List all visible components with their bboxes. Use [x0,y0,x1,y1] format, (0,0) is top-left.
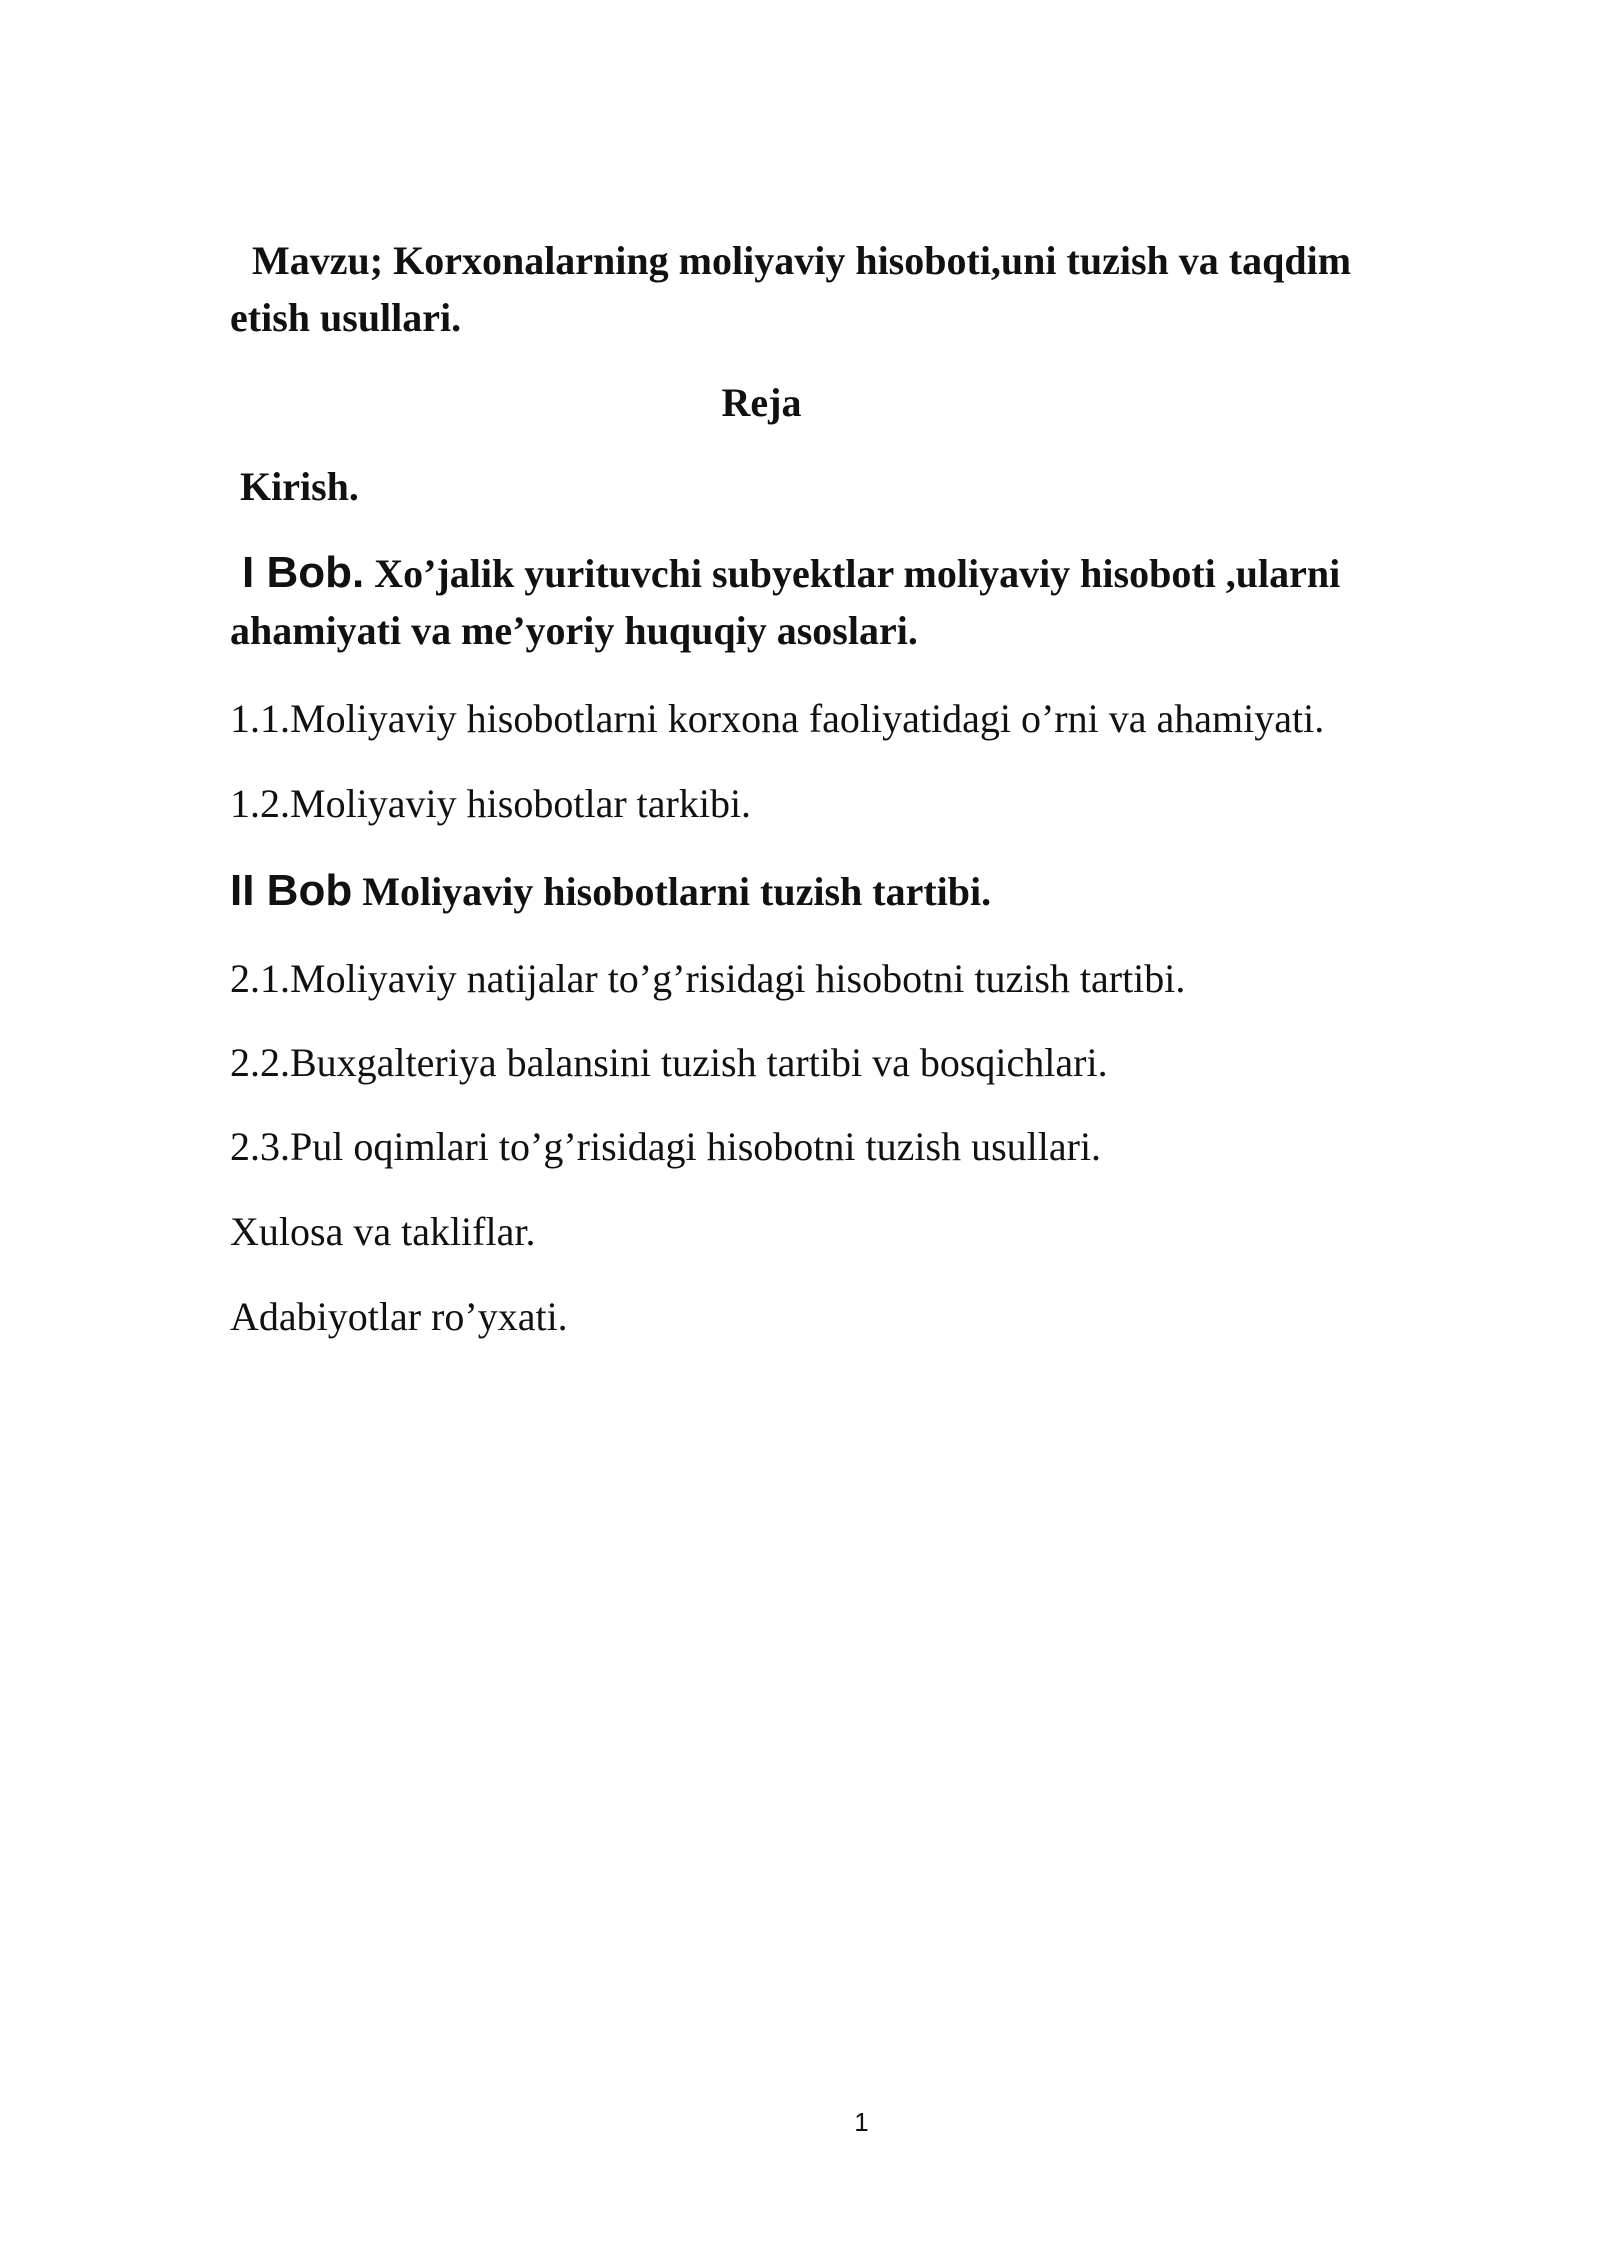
plan-heading: Reja [721,380,802,425]
topic-title-line-2: etish usullari. [230,295,462,340]
chapter-1-title-line-1: Xo’jalik yurituvchi subyektlar moliyaviy hisoboti ,ularni [374,551,1341,596]
topic-title [230,232,1460,346]
intro-item: Kirish. [240,464,359,509]
chapter-1-label: I Bob. [242,548,365,597]
chapter-1-heading [230,544,1460,659]
chapter-2-heading [230,862,1460,920]
conclusion-item: Xulosa va takliflar. [230,1209,536,1254]
section-1-1: 1.1.Moliyaviy hisobotlarni korxona faoliyatidagi o’rni va ahamiyati. [230,696,1325,741]
chapter-2-title: Moliyaviy hisobotlarni tuzish tartibi. [362,869,992,914]
section-2-1: 2.1.Moliyaviy natijalar to’g’risidagi hisobotni tuzish tartibi. [230,956,1186,1001]
chapter-1-title-line-2: ahamiyati va me’yoriy huquqiy asoslari. [230,608,918,653]
references-item: Adabiyotlar ro’yxati. [230,1294,568,1339]
section-2-3: 2.3.Pul oqimlari to’g’risidagi hisobotni tuzish usullari. [230,1124,1102,1169]
topic-title-line-1: Mavzu; Korxonalarning moliyaviy hisoboti,uni tuzish va taqdim [252,238,1352,283]
page-number: 1 [854,2107,869,2137]
chapter-2-label: II Bob [230,866,353,915]
section-2-2: 2.2.Buxgalteriya balansini tuzish tartibi va bosqichlari. [230,1040,1108,1085]
section-1-2: 1.2.Moliyaviy hisobotlar tarkibi. [230,781,752,826]
